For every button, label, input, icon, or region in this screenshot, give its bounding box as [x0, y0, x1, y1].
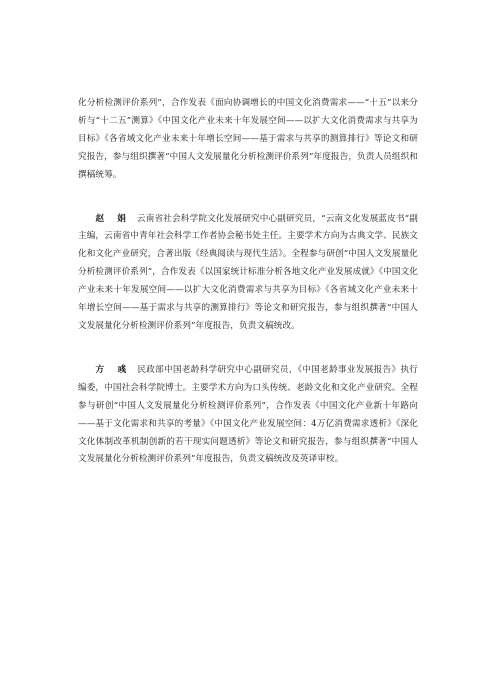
author-name: 方 彧 [95, 364, 132, 375]
author-bio-text: 民政部中国老龄科学研究中心副研究员，《中国老龄事业发展报告》执行编委，中国社会科学院博士。主要学术方向为口头传统、老龄文化和文化产业研究。全程参与研创“中国人文发展量化分析检测评价系列”，合作发表《中国文化产业新十年路向——基于文化需求和共享的考量》《中国文化产业发展空间：4万亿消费需求透析》《深化文化体制改革机制创新的若干现实问题透析》等论文和研究报告，参与组织撰著“中国人文发展量化分析检测评价系列”年度报告，负责文稿统改及英译审校。 [78, 364, 418, 465]
author-bio-text: 云南省社会科学院文化发展研究中心副研究员，“云南文化发展蓝皮书”副主编，云南省中青年社会科学工作者协会秘书处主任。主要学术方向为古典文学、民族文化和文化产业研究，合著出版《经典阅读与现代生活》。全程参与研创“中国人文发展量化分析检测评价系列”，合作发表《以国家统计标准分析各地文化产业发展成就》《中国文化产业未来十年发展空间——以扩大文化消费需求与共享为目标》《各省域文化产业未来十年增长空间——基于需求与共享的测算排行》等论文和研究报告，参与组织撰著“中国人文发展量化分析检测评价系列”年度报告，负责文稿统改。 [78, 213, 418, 331]
author-name: 赵 娟 [95, 213, 131, 224]
author-bio-zhao-juan [78, 211, 418, 336]
author-bio-fang-yu [78, 362, 418, 469]
continued-paragraph: 化分析检测评价系列”，合作发表《面向协调增长的中国文化消费需求——“十五”以来分析与“十二五”测算》《中国文化产业未来十年发展空间——以扩大文化消费需求与共享为目标》《各省域文化产业未来十年增长空间——基于需求与共享的测算排行》等论文和研究报告，参与组织撰著“中国人文发展量化分析检测评价系列”年度报告，负责人员组织和撰稿统筹。 [78, 98, 418, 180]
document-body [78, 95, 418, 469]
